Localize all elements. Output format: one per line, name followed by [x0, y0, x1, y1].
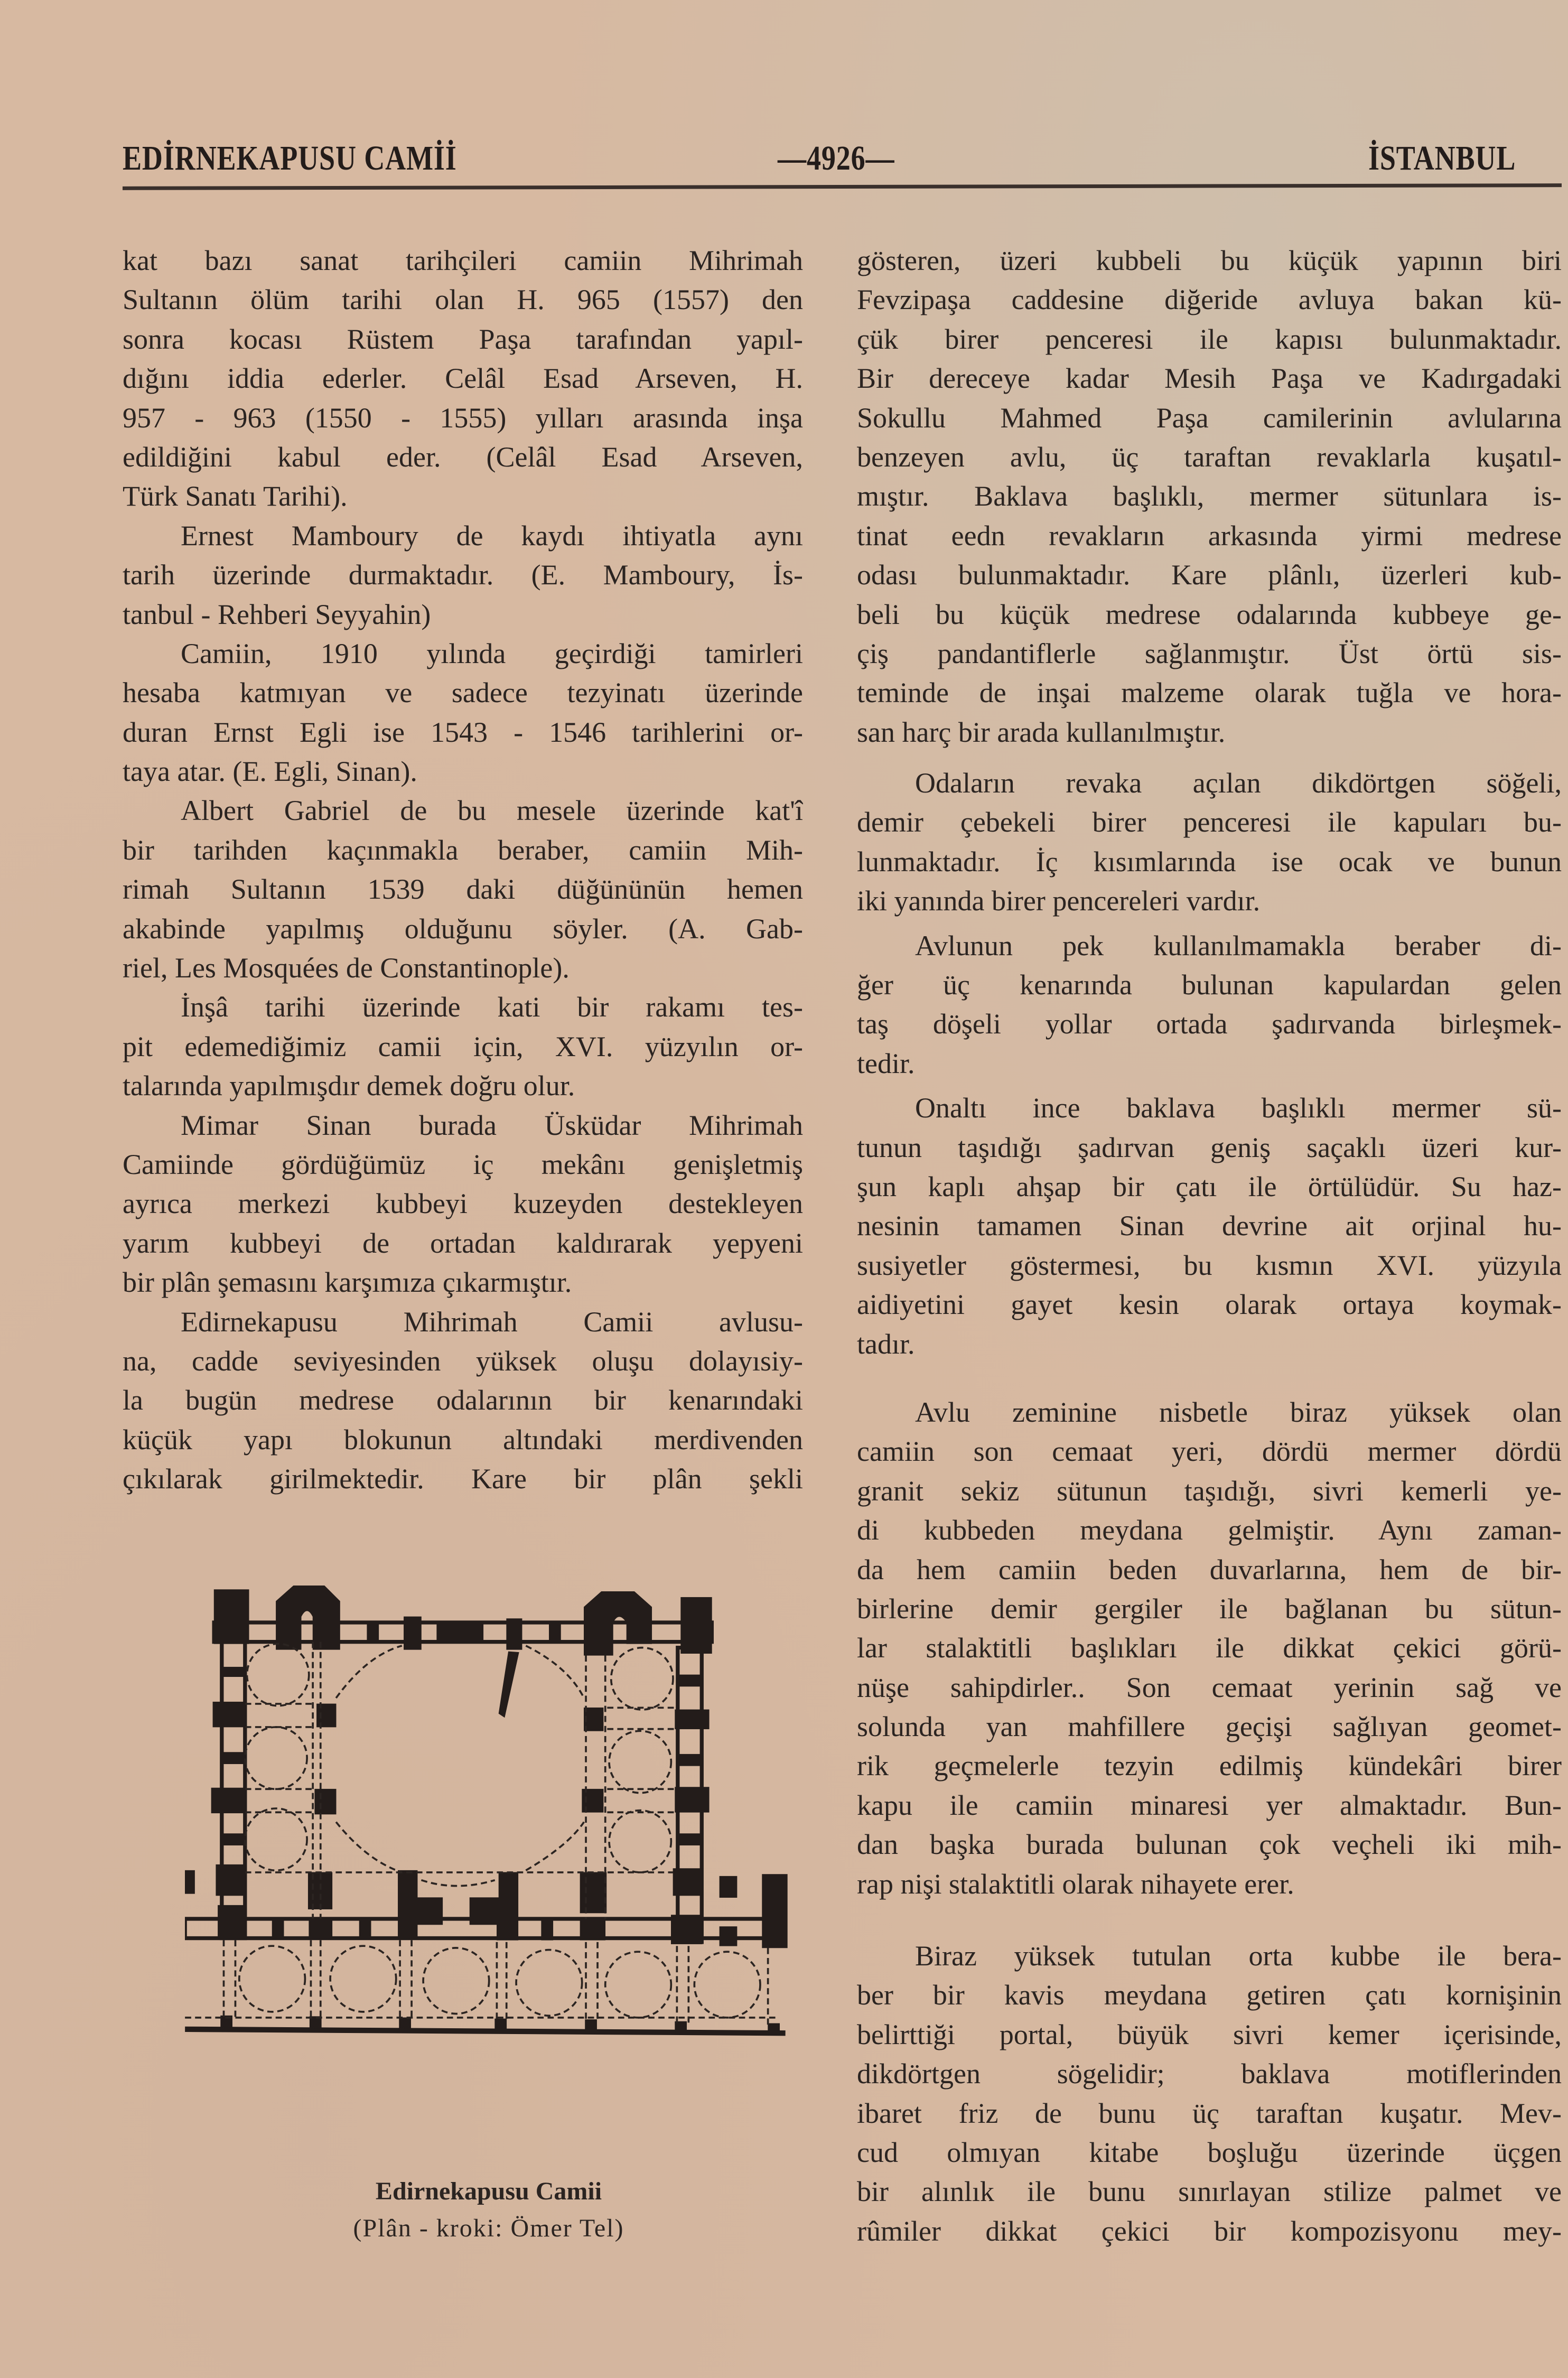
text-line: Bir dereceye kadar Mesih Paşa ve Kadırgadaki [857, 362, 1562, 395]
text-line: çük birer penceresi ile kapısı bulunmaktadır. [857, 323, 1562, 355]
text-line: nüşe sahipdirler.. Son cemaat yerinin sağ ve [857, 1671, 1562, 1703]
text-line: taş döşeli yollar ortada şadırvanda birleşmek- [857, 1008, 1562, 1040]
text-line: Avlunun pek kullanılmamakla beraber di- [915, 929, 1562, 962]
text-line: ibaret friz de bunu üç taraftan kuşatır. Mev- [857, 2097, 1562, 2129]
paragraph [857, 1088, 1562, 1364]
right-text-column [857, 241, 1562, 2251]
text-line: camiin son cemaat yeri, dördü mermer dördü [857, 1435, 1562, 1468]
text-line: gösteren, üzeri kubbeli bu küçük yapının biri [857, 245, 1562, 276]
text-line: sonra kocası Rüstem Paşa tarafından yapıl- [123, 323, 803, 355]
text-line: belirttiği portal, büyük sivri kemer içerisinde, [857, 2018, 1562, 2050]
paragraph [857, 1936, 1562, 2251]
text-line: talarında yapılmışdır demek doğru olur. [123, 1070, 575, 1102]
text-line: lunmaktadır. İç kısımlarında ise ocak ve bunun [857, 845, 1562, 878]
running-header-section: İSTANBUL [1368, 139, 1516, 178]
text-line: dığını iddia ederler. Celâl Esad Arseven, H. [123, 362, 803, 395]
text-line: İnşâ tarihi üzerinde kati bir rakamı tes- [181, 991, 803, 1023]
text-line: cud olmıyan kitabe boşluğu üzerinde üçgen [857, 2136, 1562, 2168]
text-line: Camiin, 1910 yılında geçirdiği tamirleri [181, 637, 803, 669]
text-line: Biraz yüksek tutulan orta kubbe ile bera- [915, 1940, 1562, 1972]
text-line: tedir. [857, 1047, 915, 1079]
text-line: benzeyen avlu, üç taraftan revaklarla kuşatıl- [857, 441, 1562, 473]
paragraph [857, 763, 1562, 921]
paragraph [123, 1106, 803, 1302]
text-line: nesinin tamamen Sinan devrine ait orjinal hu- [857, 1210, 1562, 1242]
page-number: —4926— [778, 139, 895, 178]
text-line: dan başka burada bulunan çok veçheli iki mih- [857, 1829, 1562, 1861]
text-line: rik geçmelerle tezyin edilmiş kündekâri birer [857, 1750, 1562, 1782]
text-line: tinat eedn revakların arkasında yirmi medrese [857, 519, 1562, 552]
text-line: di kubbeden meydana gelmiştir. Aynı zaman- [857, 1514, 1562, 1546]
text-line: tunun taşıdığı şadırvan geniş saçaklı üzeri kur- [857, 1131, 1562, 1163]
text-line: kat bazı sanat tarihçileri camiin Mihrimah [123, 245, 803, 276]
text-line: Fevzipaşa caddesine diğeride avluya bakan kü- [857, 284, 1562, 316]
figure-caption-credit: (Plân - kroki: Ömer Tel) [353, 2214, 624, 2242]
text-line: aidiyetini gayet kesin olarak ortaya koymak- [857, 1289, 1562, 1321]
running-header-title: EDİRNEKAPUSU CAMİİ [123, 139, 457, 178]
left-wall-piers [211, 1667, 246, 1938]
text-line: ğer üç kenarında bulunan kapulardan gelen [857, 969, 1562, 1001]
text-line: Sultanın ölüm tarihi olan H. 965 (1557) den [123, 284, 803, 316]
paragraph [123, 634, 803, 791]
floor-plan-drawing [185, 1559, 792, 2245]
text-line: kapu ile camiin minaresi yer almaktadır. Bun- [857, 1789, 1562, 1821]
left-text-column [123, 241, 803, 1499]
figure-caption-title: Edirnekapusu Camii [375, 2177, 602, 2205]
text-line: duran Ernst Egli ise 1543 - 1546 tarihlerini or- [123, 716, 803, 748]
text-line: çıkılarak girilmektedir. Kare bir plân şekli [123, 1463, 803, 1495]
text-line: tadır. [857, 1328, 915, 1360]
header-rule [123, 183, 1562, 190]
text-line: Ernest Mamboury de kaydı ihtiyatla aynı [181, 519, 803, 552]
text-line: rap nişi stalaktitli olarak nihayete erer. [857, 1868, 1294, 1900]
text-line: dikdörtgen sögelidir; baklava motiflerinden [857, 2058, 1562, 2090]
text-line: şun kaplı ahşap bir çatı ile örtülüdür. Su haz- [857, 1170, 1562, 1202]
text-line: 957 - 963 (1550 - 1555) yılları arasında inşa [123, 402, 803, 434]
text-line: akabinde yapılmış olduğunu söyler. (A. Gab- [123, 912, 803, 945]
text-line: da hem camiin beden duvarlarına, hem de bir- [857, 1553, 1562, 1586]
text-line: Mimar Sinan burada Üsküdar Mihrimah [181, 1109, 803, 1141]
text-line: bir alınlık ile bunu sınırlayan stilize palmet ve [857, 2176, 1562, 2208]
text-line: Avlu zeminine nisbetle biraz yüksek olan [915, 1396, 1562, 1428]
text-line: mıştır. Baklava başlıklı, mermer sütunlara is- [857, 480, 1562, 512]
paragraph [123, 1302, 803, 1499]
paragraph [123, 987, 803, 1105]
text-line: bir plân şemasını karşımıza çıkarmıştır. [123, 1266, 572, 1299]
text-line: tanbul - Rehberi Seyyahin) [123, 598, 431, 630]
text-line: ber bir kavis meydana getiren çatı kornişinin [857, 1979, 1562, 2011]
text-line: ayrıca merkezi kubbeyi kuzeyden destekleyen [123, 1188, 803, 1220]
text-line: riel, Les Mosquées de Constantinople). [123, 952, 570, 984]
text-line: lar stalaktitli başlıkları ile dikkat çekici görü- [857, 1632, 1562, 1664]
text-line: Türk Sanatı Tarihi). [123, 480, 348, 512]
text-line: küçük yapı blokunun altındaki merdivenden [123, 1423, 803, 1456]
text-line: granit sekiz sütunun taşıdığı, sivri kemerli ye- [857, 1475, 1562, 1507]
text-line: çiş pandantiflerle sağlanmıştır. Üst örtü sis- [857, 637, 1562, 669]
text-line: la bugün medrese odalarının bir kenarındaki [123, 1384, 803, 1416]
text-line: rûmiler dikkat çekici bir kompozisyonu mey- [857, 2215, 1562, 2247]
paragraph [123, 516, 803, 634]
text-line: pit edemediğimiz camii için, XVI. yüzyılın or- [123, 1030, 803, 1062]
text-line: demir çebekeli birer penceresi ile kapuları bu- [857, 806, 1562, 838]
text-line: Albert Gabriel de bu mesele üzerinde kat'î [181, 795, 803, 827]
text-line: rimah Sultanın 1539 daki düğününün hemen [123, 873, 803, 906]
text-line: yarım kubbeyi de ortadan kaldırarak yepyeni [123, 1227, 803, 1259]
text-line: teminde de inşai malzeme olarak tuğla ve hora- [857, 677, 1562, 709]
paragraph [857, 1393, 1562, 1904]
paragraph [857, 241, 1562, 752]
text-line: bir tarihden kaçınmakla beraber, camiin Mih- [123, 834, 803, 866]
paragraph [857, 926, 1562, 1084]
text-line: hesaba katmıyan ve sadece tezyinatı üzerinde [123, 677, 803, 709]
text-line: susiyetler göstermesi, bu kısmın XVI. yüzyıla [857, 1249, 1562, 1281]
text-line: Odaların revaka açılan dikdörtgen söğeli, [915, 767, 1562, 799]
paragraph [123, 791, 803, 987]
text-line: Onaltı ince baklava başlıklı mermer sü- [915, 1092, 1562, 1124]
text-line: san harç bir arada kullanılmıştır. [857, 716, 1226, 748]
text-line: tarih üzerinde durmaktadır. (E. Mamboury, İs- [123, 559, 803, 591]
text-line: beli bu küçük medrese odalarında kubbeye ge- [857, 598, 1562, 630]
text-line: Sokullu Mahmed Paşa camilerinin avlularına [857, 402, 1562, 434]
text-line: solunda yan mahfillere geçişi sağlıyan geomet- [857, 1711, 1562, 1743]
text-line: birlerine demir gergiler ile bağlanan bu sütun- [857, 1592, 1562, 1625]
paragraph [123, 241, 803, 516]
text-line: taya atar. (E. Egli, Sinan). [123, 756, 417, 788]
text-line: odası bulunmaktadır. Kare plânlı, üzerleri kub- [857, 559, 1562, 591]
text-line: edildiğini kabul eder. (Celâl Esad Arseven, [123, 441, 803, 473]
text-line: na, cadde seviyesinden yüksek oluşu dolayısiy- [123, 1345, 803, 1377]
text-line: Camiinde gördüğümüz iç mekânı genişletmiş [123, 1148, 803, 1180]
text-line: Edirnekapusu Mihrimah Camii avlusu- [181, 1305, 803, 1338]
text-line: iki yanında birer pencereleri vardır. [857, 885, 1261, 917]
